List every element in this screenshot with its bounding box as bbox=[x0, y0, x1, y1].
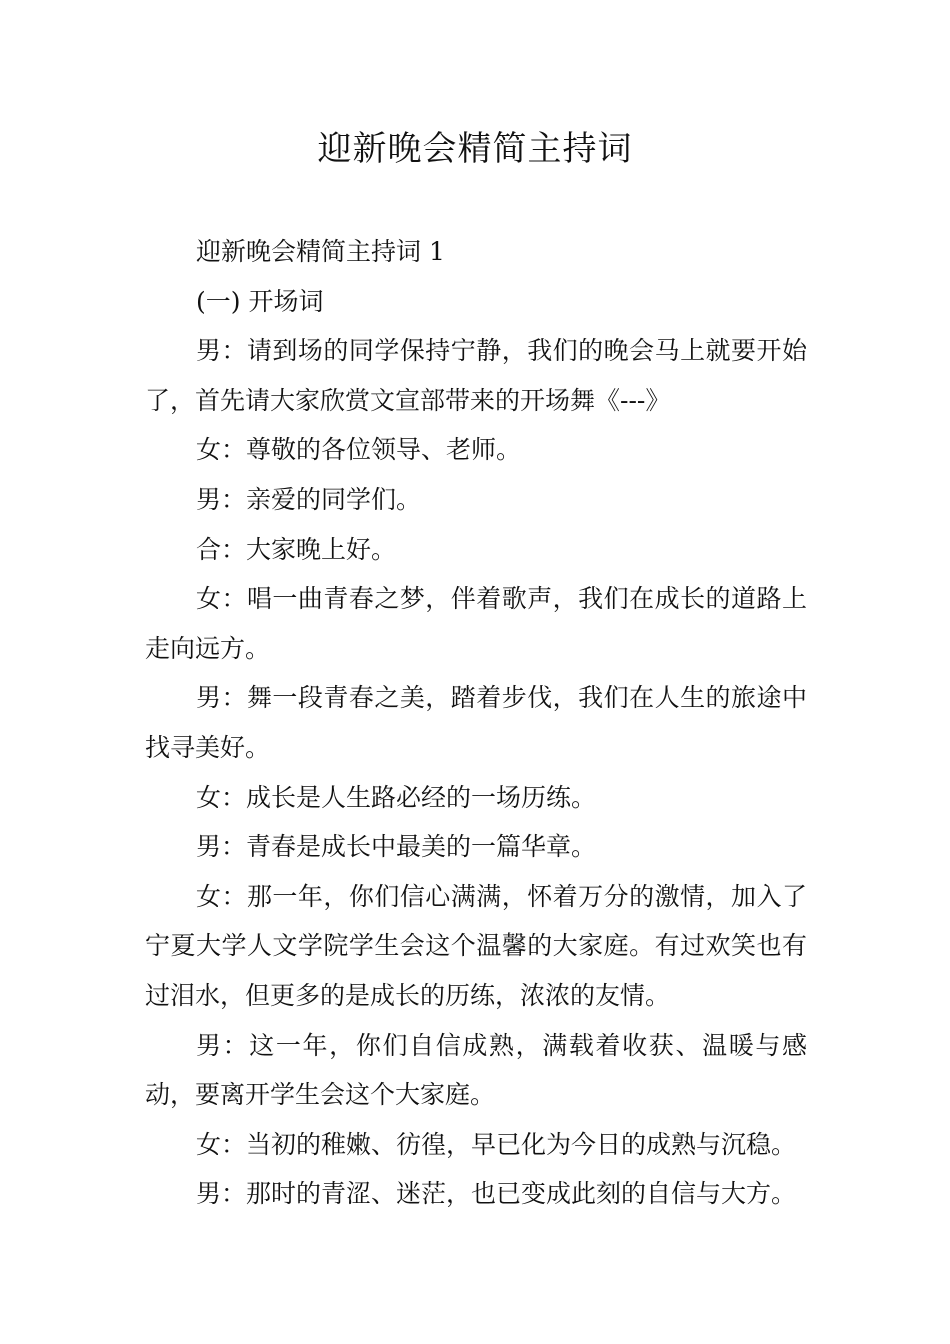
document-title: 迎新晚会精简主持词 bbox=[317, 129, 633, 169]
paragraph: 男：青春是成长中最美的一篇华章。 bbox=[196, 832, 597, 862]
paragraph: 男：请到场的同学保持宁静，我们的晚会马上就要开始了，首先请大家欣赏文宣部带来的开场舞《---》 bbox=[145, 336, 807, 415]
paragraph: 女：尊敬的各位领导、老师。 bbox=[196, 435, 522, 465]
paragraph: 男：舞一段青春之美，踏着步伐，我们在人生的旅途中找寻美好。 bbox=[145, 683, 807, 762]
paragraph: 女：成长是人生路必经的一场历练。 bbox=[196, 782, 597, 812]
paragraph: 男：这一年，你们自信成熟，满载着收获、温暖与感动，要离开学生会这个大家庭。 bbox=[145, 1030, 807, 1110]
document-body bbox=[145, 227, 807, 1219]
paragraph: 男：那时的青涩、迷茫，也已变成此刻的自信与大方。 bbox=[196, 1179, 797, 1209]
paragraph: 合：大家晚上好。 bbox=[196, 534, 397, 564]
paragraph: 女：那一年，你们信心满满，怀着万分的激情，加入了宁夏大学人文学院学生会这个温馨的大家庭。有过欢笑也有过泪水，但更多的是成长的历练，浓浓的友情。 bbox=[145, 881, 807, 1010]
paragraph-heading: 迎新晚会精简主持词 1 bbox=[196, 237, 445, 266]
paragraph: 女：唱一曲青春之梦，伴着歌声，我们在成长的道路上走向远方。 bbox=[145, 584, 807, 663]
paragraph: 男：亲爱的同学们。 bbox=[196, 484, 422, 514]
paragraph: 女：当初的稚嫩、彷徨，早已化为今日的成熟与沉稳。 bbox=[196, 1129, 797, 1159]
section-heading: (一) 开场词 bbox=[196, 286, 324, 316]
